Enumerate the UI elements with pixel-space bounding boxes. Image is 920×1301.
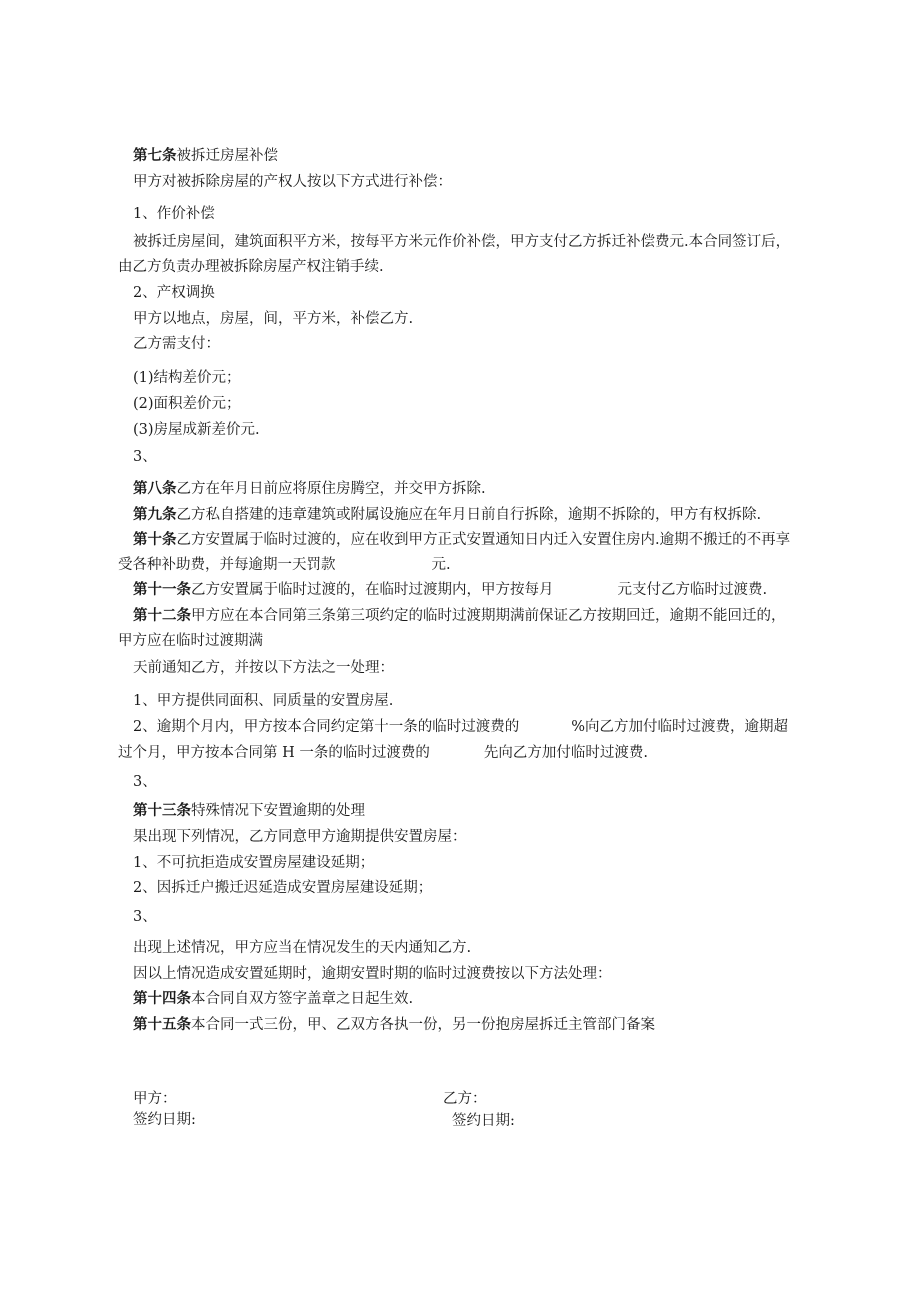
signature-party-a: 甲方： [133,1091,177,1107]
article10-line2a: 受各种补助费，并每逾期一天罚款 [118,557,336,573]
signature-party-b: 乙方： [443,1091,487,1107]
article14-text: 本合同自双方签字盖章之日起生效. [191,991,414,1007]
article12-item2-line2 [118,743,648,763]
article10-heading: 第十条 [133,531,177,548]
article7-heading-line [133,146,278,166]
article7-item1-label: 1、作价补偿 [133,206,215,222]
article14-heading: 第十四条 [133,990,191,1007]
article11-heading: 第十一条 [133,581,191,598]
article11-text-b: 元支付乙方临时过渡费. [617,582,768,598]
signature-date-b: 签约日期: [452,1113,515,1129]
article7-heading: 第七条 [133,147,177,164]
article12-item3: 3、 [133,774,157,790]
article7-item1-line1: 被拆迁房屋间，建筑面积平方米，按每平方米元作价补偿，甲方支付乙方拆迁补偿费元.本合同签订后， [133,234,791,250]
article9-line [133,505,761,525]
article12-item2-line1a: 2、逾期个月内，甲方按本合同约定第十一条的临时过渡费的 [133,719,520,735]
article8-heading: 第八条 [133,480,177,497]
article15-heading: 第十五条 [133,1016,191,1033]
article7-pay-intro: 乙方需支付： [133,336,220,352]
article12-line1-text: 甲方应在本合同第三条第三项约定的临时过渡期期满前保证乙方按期回迁，逾期不能回迁的， [191,608,786,624]
article7-item2-text: 甲方以地点，房屋，间，平方米，补偿乙方. [133,311,414,327]
article10-line2 [118,555,451,575]
article13-method: 因以上情况造成安置延期时，逾期安置时期的临时过渡费按以下方法处理： [133,966,612,982]
article10-line1-text: 乙方安置属于临时过渡的，应在收到甲方正式安置通知日内迁入安置住房内.逾期不搬迁的不再享 [176,532,791,548]
article7-title: 被拆迁房屋补偿 [176,148,278,164]
article13-notice: 出现上述情况，甲方应当在情况发生的天内通知乙方. [133,940,472,956]
article7-item2-label: 2、产权调换 [133,285,215,301]
article11-line [133,580,767,600]
article13-heading-line [133,801,365,821]
article8-line [133,479,486,499]
article9-heading: 第九条 [133,506,177,523]
article13-item2: 2、因拆迁户搬迁迟延造成安置房屋建设延期； [133,880,433,896]
article13-heading: 第十三条 [133,802,191,819]
article10-line2b: 元. [431,557,451,573]
article7-intro: 甲方对被拆除房屋的产权人按以下方式进行补偿： [133,174,452,190]
article12-item2-line2b: 先向乙方加付临时过渡费. [483,745,648,761]
article12-line3: 天前通知乙方，并按以下方法之一处理： [133,660,394,676]
article7-item3-label: 3、 [133,449,157,465]
article13-title: 特殊情况下安置逾期的处理 [191,803,365,819]
article10-line1 [133,530,790,550]
signature-date-a: 签约日期: [133,1112,196,1128]
article9-text: 乙方私自搭建的违章建筑或附属设施应在年月日前自行拆除，逾期不拆除的，甲方有权拆除. [176,507,762,523]
article12-line2: 甲方应在临时过渡期满 [118,633,263,649]
article12-item2-line1b: %向乙方加付临时过渡费，逾期超 [571,719,789,735]
article7-item1-line2: 由乙方负责办理被拆除房屋产权注销手续. [118,259,384,275]
article13-intro: 果出现下列情况，乙方同意甲方逾期提供安置房屋： [133,829,467,845]
article13-item1: 1、不可抗拒造成安置房屋建设延期； [133,855,375,871]
article7-pay3: (3)房屋成新差价元. [133,422,260,438]
article12-item2-line2a: 过个月，甲方按本合同第 H 一条的临时过渡费的 [118,745,430,761]
article12-heading: 第十二条 [133,607,191,624]
article15-line [133,1015,655,1035]
article8-text: 乙方在年月日前应将原住房腾空，并交甲方拆除. [176,481,486,497]
article13-item3: 3、 [133,909,157,925]
article12-item1: 1、甲方提供同面积、同质量的安置房屋. [133,693,394,709]
article7-pay2: (2)面积差价元； [133,396,241,412]
article12-line1 [133,606,786,626]
article7-pay1: (1)结构差价元； [133,370,241,386]
article14-line [133,989,413,1009]
article11-text-a: 乙方安置属于临时过渡的，在临时过渡期内，甲方按每月 [191,582,554,598]
article12-item2-line1 [133,717,788,737]
article15-text: 本合同一式三份，甲、乙双方各执一份，另一份抱房屋拆迁主管部门备案 [191,1017,655,1033]
